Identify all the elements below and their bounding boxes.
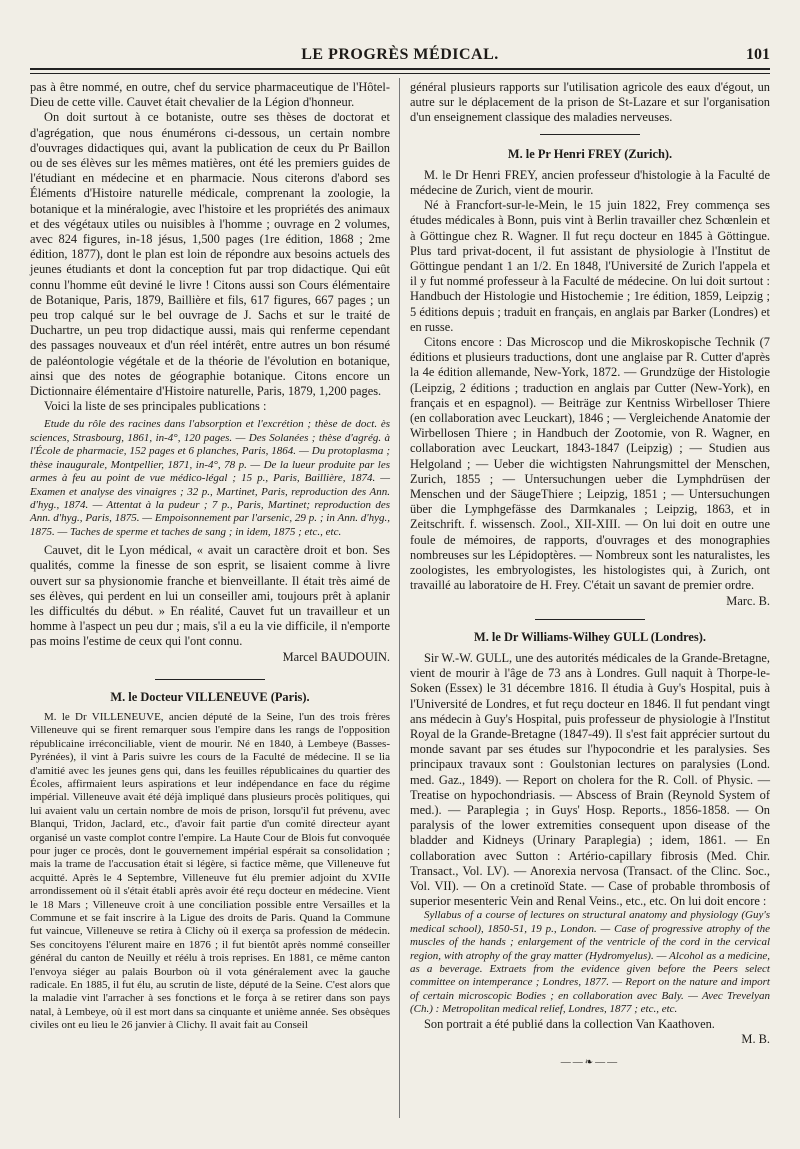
signature-mb: M. B. — [741, 1031, 770, 1046]
obituary-villeneuve: M. le Dr VILLENEUVE, ancien député de la Seine, l'un des trois frères Villeneuve qui se firent remarquer sous l'empire dans les rangs de l'opposition républicaine irréconciliable, vient de mourir. Né en 1840, à Lembeye (Basses-Pyrénées), il vint à Paris suivre les cours de la Faculté de médecine. Il se lia d'amitié avec les jeunes gens qui, dans les feuilles républicaines du quartier des Écoles, affirmaient leurs aspirations et leur indépendance en face du régime impérial. Villeneuve avait été déjà impliqué dans plusieurs procès politiques, qui lui avaient valu un certain nombre de mois de prison, lorsqu'il fut prévenu, avec Blanqui, Tridon, Jaclard, etc., d'avoir fait partie d'un comité directeur ayant organisé un vaste complot contre l'empire. La Haute Cour de Blois fut convoquée pour juger ce procès, dont le gouvernement impérial espérait sa consolidation ; mais la trame de l'accusation était si légère, si factice même, que Villeneuve fut acquitté. Après le 4 Septembre, Villeneuve fut élu premier adjoint du XVIIe arrondissement où il s'était établi après avoir été reçu docteur en médecine. Vient le 18 Mars ; Villeneuve croit à une conciliation possible entre Versailles et la Commune et se fait inscrire à la Ligue des droits de Paris. Quand la Commune fut vaincue, Villeneuve se retira à Clichy où il exerça sa profession de médecin. Ses concitoyens l'élurent maire en 1876 ; il fut bientôt après nommé conseiller général du canton de Neuilly et réélu à trois reprises. En 1881, ce même canton l'envoya siéger au palais Bourbon où il vota généralement avec la gauche radicale. En 1885, il fut élu, au scrutin de liste, député de la Seine. C'est alors que la maladie vint l'arracher à ses fonctions et le força à se retirer dans son pays natal, à Lembeye, où il est mort dans sa cinquante et unième année. Ses obsèques civiles ont eu lieu le 26 janvier à Clichy. Il avait fait au Conseil — [30, 710, 390, 1032]
column-divider — [399, 78, 400, 1118]
section-rule — [535, 619, 645, 620]
section-title-villeneuve: M. le Docteur VILLENEUVE (Paris). — [110, 689, 310, 704]
signature-marc-b: Marc. B. — [726, 593, 770, 608]
paragraph: Citons encore : Das Microscop und die Mikroskopische Technik (7 éditions et plusieurs traductions, dont une anglaise par R. Cutter d'après la 4e édition allemande, New-York, 1872. — Grundzüge der Histologie (Leipzig, 2 éditions ; traduction en anglais par Cutter (New-York), en français et en espagnol). — Beiträge zur Kentniss Wirbelloser Thiere (en collaboration avec Leuckart), 1846 ; — Vergleichende Anatomie der Wirbellosen Thiere ; in Handbuch der Zootomie, von R. Wagner, en collaboration avec Leuckart, 1843-1847 (Leipzig) ; — Studien aus Helgoland ; — Ueber die wichtigsten Nahrungsmittel der Menschen, Zurich, 1855 ; — Untersuchungen ueber die Lymphdrüsen der Menschen und der SäugeThiere ; Leipzig, 1851 ; — Untersuchungen über die Lymphgefässe des Darmkanales ; Leipzig, 1863, et in Zeitschrift. f. wissensch. Zool., XII-XIII. — On lui doit en outre une foule de mémoires, de rapports, d'ouvrages et des monographies nombreuses sur les Lépidoptères. — Nombreux sont les naturalistes, les zoologistes, les embryologistes, les histologistes qui, à Zurich, ont travaillé au laboratoire de H. Frey. C'était un savant de premier ordre. — [410, 335, 770, 593]
bibliography-cauvet: Etude du rôle des racines dans l'absorption et l'excrétion ; thèse de doct. ès sciences, Strasbourg, 1861, in-4°, 120 pages. — Des Solanées ; thèse d'agrég. à l'École de pharmacie, 152 pages et 6 planches, Paris, 1864. — Du protoplasma ; thèse inaugurale, Montpellier, 1871, in-4°, 78 p. — De la lueur produite par les armes à feu au point de vue médico-légal ; 15 p., Paris, Baillière, 1874. — Examen et analyse des vinaigres ; 32 p., Martinet, Paris, reproduction des Ann. d'hyg., 1874. — Attentat à la pudeur ; 7 p., Paris, Martinet; reproduction des Ann. d'hyg., Paris, 1875. — Empoisonnement par l'arsenic, 29 p. ; in Ann. d'hyg., 1875. — Taches de sperme et taches de sang ; in idem, 1875 ; etc., etc. — [30, 418, 390, 538]
section-rule — [155, 679, 265, 680]
paragraph: Cauvet, dit le Lyon médical, « avait un caractère droit et bon. Ses qualités, comme la finesse de son esprit, se lisaient comme à livre ouvert sur sa physionomie franche et bienveillante. Il était très aimé de ses élèves, qui perdent en lui un conseiller ami, toujours prêt à aplanir les difficultés du début. » En réalité, Cauvet fut un travailleur et un homme à l'aspect un peu dur ; mais, s'il a eu la vie difficile, il n'emporte pas moins l'estime de ceux qui l'ont connu. — [30, 543, 390, 649]
paragraph-italic: Syllabus of a course of lectures on structural anatomy and physiology (Guy's medical school), 1850-51, 19 p., London. — Case of progressive atrophy of the muscles of the hands ; enlargement of the ventricle of the cord in the cervical region, with atrophy of the gray matter (Hydromyelus). — Alcohol as a medicine, as a beverage. Extraets from the evidence given before the Peers select committee on intemperance ; Londres, 1877. — Report on the nature and import of certain microscopic Bodies ; en collaboration avec Baly. — Avec Trevelyan (Ch.) : Metropolitan medical relief, Londres, 1877 ; etc., etc. — [410, 909, 770, 1016]
end-ornament: ——❧—— — [560, 1057, 620, 1069]
paragraph: Voici la liste de ses principales publications : — [44, 399, 267, 414]
header-rule — [30, 68, 770, 70]
paragraph: Né à Francfort-sur-le-Mein, le 15 juin 1822, Frey commença ses études médicales à Bonn, puis vint à Berlin travailler chez Schœnlein et à Göttingue chez R. Wagner. Il fut reçu docteur en 1845 à Göttingue. Plus tard privat-docent, il fut assistant de physiologie à l'Institut de Göttingue pendant 1 an 1/2. En 1848, l'Université de Zurich l'appela et il y fut nommé professeur à la Faculté de médecine. On lui doit surtout : Handbuch der Histologie und Histochemie ; 1re édition, 1859, Leipzig ; 5 éditions depuis ; traduit en français, en anglais par Barker (Londres) et en russe. — [410, 198, 770, 334]
section-rule — [540, 134, 640, 135]
paragraph: pas à être nommé, en outre, chef du service pharmaceutique de l'Hôtel-Dieu de cette ville. Cauvet était chevalier de la Légion d'honneur. — [30, 80, 390, 110]
paragraph: On doit surtout à ce botaniste, outre ses thèses de doctorat et d'agrégation, que nous énumérons ci-dessous, un certain nombre d'ouvrages didactiques qui, avant la publication de ceux du Pr Baillon ou de ses élèves sur les mêmes matières, ont été les premiers guides de l'étudiant en médecine et en pharmacie. Nous citerons d'abord ses Éléments d'Histoire naturelle médicale, comprenant la zoologie, la botanique et la minéralogie, avec l'histoire et les propriétés des animaux et des végétaux utiles ou nuisibles à l'homme ; ouvrage en 2 volumes, avec 824 figures, in-18 jésus, 1,500 pages (1re édition, 1868 ; 2me édition, 1877), dont le plan est loin de répondre aux besoins actuels des jeunes étudiants et dont la conception fut par trop didactique. Qui eût connu l'homme eût deviné le livre ! Citons aussi son Cours élémentaire de Botanique, Paris, 1879, Baillière et fils, 617 figures, 667 pages ; un peu trop calqué sur le bel ouvrage de J. Sachs et sur le traité de Duchartre, un peu trop didactique aussi, mais qui renferme cependant des passages nouveaux et d'un réel intérêt, entre autres un bon résumé de paléontologie végétale et de la théorie de l'évolution en botanique, ainsi que des notes de géographie botanique. Citons encore un Dictionnaire élémentaire d'Histoire naturelle, Paris, 1879, 1,200 pages. — [30, 110, 390, 399]
paragraph: général plusieurs rapports sur l'utilisation agricole des eaux d'égout, un autre sur le déplacement de la prison de St-Lazare et sur l'organisation d'un enseignement classique des maladies nerveuses. — [410, 80, 770, 125]
paragraph: Son portrait a été publié dans la collection Van Kaathoven. — [424, 1016, 715, 1031]
page-number: 101 — [746, 46, 770, 63]
page-header — [30, 44, 770, 66]
section-title-gull: M. le Dr Williams-Wilhey GULL (Londres). — [474, 629, 706, 644]
section-title-frey: M. le Pr Henri FREY (Zurich). — [507, 146, 673, 161]
running-title: LE PROGRÈS MÉDICAL. — [301, 46, 499, 63]
signature-baudouin: Marcel BAUDOUIN. — [282, 649, 390, 664]
left-column — [30, 80, 390, 1033]
right-column — [410, 80, 770, 1070]
paragraph: M. le Dr Henri FREY, ancien professeur d'histologie à la Faculté de médecine de Zurich, vient de mourir. — [410, 167, 770, 198]
header-rule-thin — [30, 73, 770, 74]
paragraph: Sir W.-W. GULL, une des autorités médicales de la Grande-Bretagne, vient de mourir à l'âge de 73 ans à Londres. Gull naquit à Thorpe-le-Soken (Essex) le 31 décembre 1816. Il étudia à Guy's Hospital, puis à l'Université de Londres, et fut reçu docteur en 1846. Il fut pendant vingt ans médecin à Guy's Hospital, puis professeur de physiologie à l'Institut Royal de la Grande-Bretagne (1847-49). Il s'est fait apprécier surtout du monde savant par ses études sur l'hypocondrie et les paralysies. Ses principaux travaux sont : Goulstonian lectures on paralysies (Lond. med. Gaz., 1849). — Report on cholera for the R. Coll. of Physic. — Treatise on hypochondriasis. — Abscess of Brain (Reynold System of med.). — Paraplegia ; in Guys' Hosp. Reports., 1856-1858. — On paralysis of the lower extremities consequent upon disease of the bladder and Kidneys (Urinary Paraplegia) ; idem, 1861. — En collaboration avec Sutton : Artério-capillary fibrosis (Med. Chir. Transact., Vol. LV). — Anorexia nervosa (Transact. of the Clinc. Soc., Vol. VII). — On a cretinoïd State. — Case of probable thrombosis of superior mesenteric Vein and Renal Veins., etc., etc. On lui doit encore : — [410, 650, 770, 909]
